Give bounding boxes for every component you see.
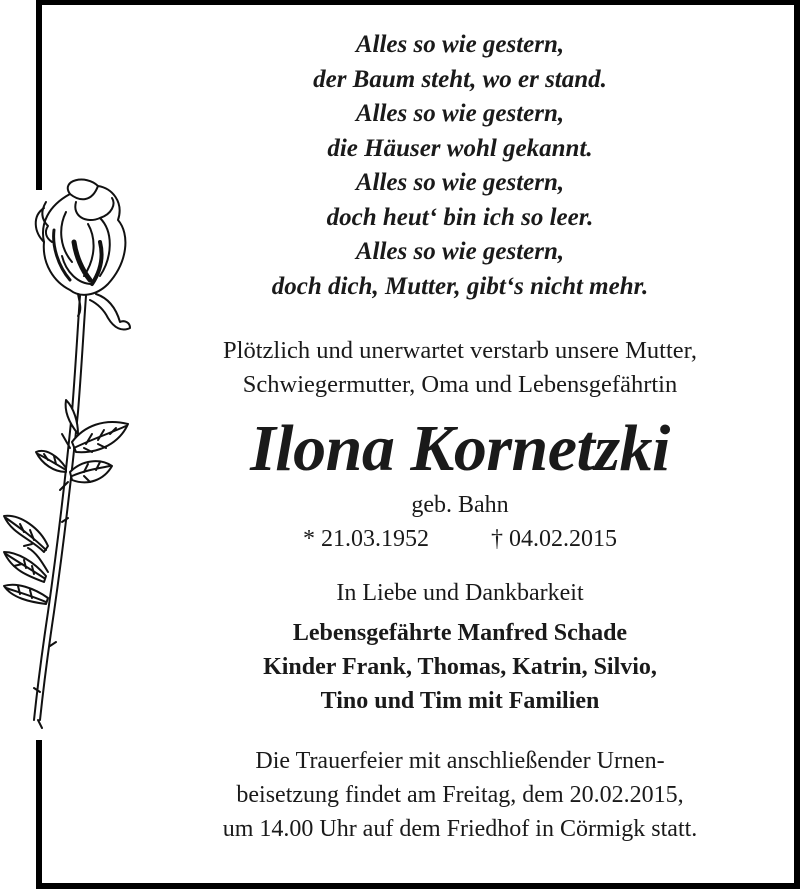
death-date: † 04.02.2015 — [491, 526, 617, 552]
funeral-line: Die Trauerfeier mit anschließender Urnen- — [255, 748, 665, 774]
announcement-line: Schwiegermutter, Oma und Lebensgefährtin — [242, 371, 678, 398]
rose-icon — [0, 172, 140, 732]
poem-line: Alles so wie gestern, — [355, 100, 565, 127]
frame-bottom — [36, 883, 800, 889]
obituary-text — [120, 28, 800, 846]
birth-date: * 21.03.1952 — [303, 526, 429, 552]
announcement — [120, 334, 800, 402]
funeral-notice — [120, 744, 800, 846]
funeral-line: beisetzung findet am Freitag, dem 20.02.2015, — [236, 782, 684, 808]
mourners-line: Kinder Frank, Thomas, Katrin, Silvio, — [263, 654, 657, 680]
frame-top — [36, 0, 800, 5]
poem-line: die Häuser wohl gekannt. — [327, 134, 593, 162]
deceased-name: Ilona Kornetzki — [250, 412, 670, 485]
poem-line: der Baum steht, wo er stand. — [313, 65, 607, 93]
birth-name: geb. Bahn — [411, 492, 509, 518]
poem-line: doch dich, Mutter, gibt‘s nicht mehr. — [271, 272, 649, 300]
poem-line: Alles so wie gestern, — [355, 238, 565, 265]
frame-left-bottom — [36, 740, 42, 889]
life-dates — [120, 522, 800, 556]
poem-line: Alles so wie gestern, — [355, 31, 565, 58]
poem-line: Alles so wie gestern, — [355, 169, 565, 196]
funeral-line: um 14.00 Uhr auf dem Friedhof in Cörmigk statt. — [222, 816, 698, 842]
frame-left-top — [36, 0, 42, 190]
poem-line: doch heut‘ bin ich so leer. — [326, 203, 594, 231]
announcement-line: Plötzlich und unerwartet verstarb unsere Mutter, — [223, 337, 697, 364]
mourners-line: Lebensgefährte Manfred Schade — [292, 620, 628, 646]
poem — [120, 28, 800, 304]
mourners — [120, 616, 800, 718]
thanks-line: In Liebe und Dankbarkeit — [336, 580, 584, 606]
mourners-line: Tino und Tim mit Familien — [320, 688, 600, 714]
